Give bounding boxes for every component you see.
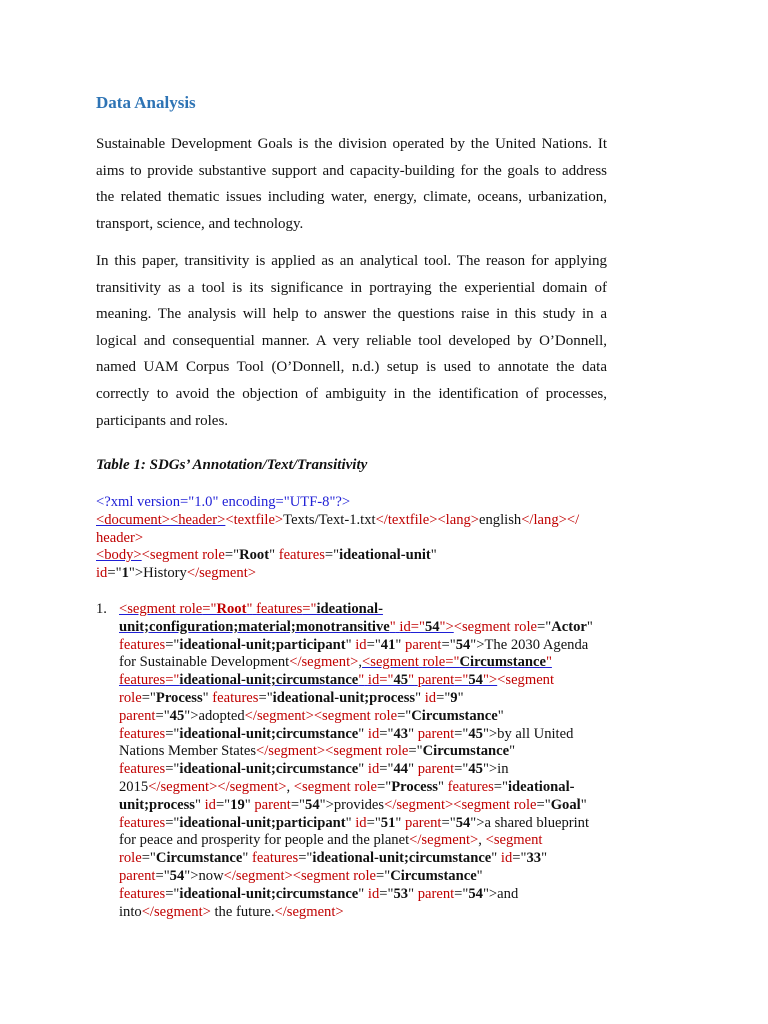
xml-token: =" <box>536 618 552 635</box>
xml-token: 44 <box>393 761 409 778</box>
xml-token: =" <box>536 796 551 813</box>
xml-token: features <box>119 885 166 902</box>
textfile-close-tag: </textfile> <box>375 511 438 528</box>
xml-token: " <box>408 885 415 902</box>
root-text: History <box>143 565 187 582</box>
root-features-value: ideational- <box>316 601 383 617</box>
line-17 <box>119 886 608 904</box>
xml-token: </segment> <box>244 707 314 724</box>
xml-token: =" <box>141 850 156 867</box>
xml-token: "> <box>184 867 199 884</box>
line-6 <box>119 690 608 708</box>
xml-token: 2015 <box>119 778 149 795</box>
xml-token: " <box>389 618 396 635</box>
line-9 <box>119 743 608 761</box>
xml-token: id <box>399 618 411 635</box>
xml-token: =" <box>258 689 273 706</box>
xml-token: <segment <box>453 796 511 813</box>
xml-token: =" <box>202 601 217 617</box>
xml-token: <segment <box>485 832 543 849</box>
xml-header-block <box>96 494 608 583</box>
line-12 <box>119 797 608 815</box>
xml-token: ideational-unit;circumstance <box>312 850 492 867</box>
xml-token: " <box>509 743 516 760</box>
line-5 <box>119 672 608 690</box>
paragraph-intro: Sustainable Development Goals is the division operated by the United Nations. It aims to provide substantive support and capacity-building for the goals to address the related thematic issues including water, energy, climate, oceans, urbanization, transport, science, and technology. <box>96 136 607 232</box>
list-number: 1. <box>96 601 107 617</box>
xml-token: features <box>256 601 303 617</box>
xml-token: " <box>246 601 253 617</box>
xml-token: parent <box>417 725 455 742</box>
xml-token: , <box>358 654 363 671</box>
xml-token: "> <box>184 707 199 724</box>
xml-token: "> <box>319 796 334 813</box>
xml-token: " <box>242 850 249 867</box>
xml-token: features <box>119 814 166 831</box>
header-close-start: </ <box>566 511 580 528</box>
xml-token: for peace and prosperity for people and the planet <box>119 832 410 849</box>
xml-token: =" <box>376 867 391 884</box>
xml-token: " <box>244 796 251 813</box>
xml-token: =" <box>298 850 313 867</box>
xml-line-header-close <box>96 530 608 548</box>
xml-token: " <box>408 725 415 742</box>
xml-token: role <box>385 743 409 760</box>
xml-token: </segment> <box>256 743 326 760</box>
quote: " <box>269 547 276 564</box>
lang-open-tag: <lang> <box>437 511 480 528</box>
xml-token: =" <box>454 725 469 742</box>
xml-token: =" <box>493 778 508 795</box>
xml-token: id <box>500 850 513 867</box>
xml-token: <segment <box>325 743 383 760</box>
xml-token: parent <box>417 885 455 902</box>
xml-token: =" <box>165 672 180 689</box>
xml-token: "> <box>470 814 485 831</box>
xml-token: into <box>119 903 142 920</box>
xml-declaration: <?xml version="1.0" encoding="UTF-8"?> <box>96 494 351 510</box>
xml-token: <segment <box>292 867 350 884</box>
xml-token: <segment <box>313 707 371 724</box>
xml-token: " <box>395 814 402 831</box>
xml-token: 53 <box>393 885 409 902</box>
xml-token: 54 <box>169 867 185 884</box>
root-id-value: 1 <box>121 565 129 582</box>
xml-token: in <box>497 761 509 778</box>
xml-token: " <box>497 707 504 724</box>
segment-close: </segment> <box>186 565 256 582</box>
xml-token: </segment> <box>289 654 359 671</box>
xml-token: =" <box>441 814 456 831</box>
xml-token: "> <box>470 636 485 653</box>
xml-token: " <box>345 814 352 831</box>
xml-token: unit;process <box>119 796 195 813</box>
xml-token: </segment> <box>384 796 454 813</box>
line-15 <box>119 850 608 868</box>
xml-token: =" <box>155 867 170 884</box>
xml-token: =" <box>454 761 469 778</box>
xml-token: </segment> <box>148 778 218 795</box>
xml-token: ideational- <box>508 778 575 795</box>
xml-token: ideational-unit;participant <box>179 636 346 653</box>
xml-token: id <box>355 814 367 831</box>
line-4 <box>119 654 608 672</box>
quote: " <box>430 547 437 564</box>
attr-features: features <box>278 547 325 564</box>
xml-token: 9 <box>450 689 458 706</box>
xml-token: =" <box>377 778 392 795</box>
xml-token: "> <box>482 761 498 778</box>
xml-token: =" <box>379 672 394 689</box>
xml-token: 41 <box>380 636 396 653</box>
xml-token: Nations Member States <box>119 743 256 760</box>
xml-token: <segment <box>362 654 419 671</box>
line-18 <box>119 904 608 922</box>
xml-token: provides <box>333 796 385 813</box>
xml-token: a shared blueprint <box>484 814 590 831</box>
xml-token: 54 <box>455 636 471 653</box>
xml-token: features <box>119 725 166 742</box>
line-7 <box>119 708 608 726</box>
xml-token: "> <box>482 885 498 902</box>
xml-token: =" <box>408 743 423 760</box>
xml-token: =" <box>441 636 456 653</box>
xml-token: " <box>541 850 548 867</box>
xml-token: role <box>514 618 537 635</box>
xml-token <box>119 672 497 688</box>
xml-token: Process <box>391 778 438 795</box>
line-3 <box>119 637 608 655</box>
xml-token: =" <box>215 796 231 813</box>
xml-token: " <box>358 672 365 689</box>
xml-token: =" <box>366 636 381 653</box>
line-14 <box>119 832 608 850</box>
xml-token: Circumstance <box>390 867 477 884</box>
trailing-text: the future. <box>210 903 275 920</box>
xml-token: now <box>198 867 224 884</box>
xml-token: parent <box>254 796 291 813</box>
lang-value: english <box>479 511 522 528</box>
header-close-end: > <box>134 529 144 546</box>
xml-token: =" <box>436 689 451 706</box>
line-16 <box>119 868 608 886</box>
xml-token: "> <box>482 725 498 742</box>
xml-token: role <box>513 796 537 813</box>
xml-token: parent <box>417 672 455 689</box>
xml-token: parent <box>405 814 442 831</box>
xml-token: 54 <box>455 814 471 831</box>
xml-token: =" <box>397 707 412 724</box>
document-tag: <document> <box>96 511 171 528</box>
segment-text: The 2030 Agenda <box>484 636 589 653</box>
xml-token: =" <box>512 850 527 867</box>
root-role-value: Root <box>239 547 270 564</box>
xml-line-document <box>96 512 608 530</box>
xml-token: " <box>194 796 201 813</box>
xml-token: "> <box>482 672 498 689</box>
xml-token: 54 <box>468 672 483 689</box>
xml-token: " <box>408 761 415 778</box>
line-10 <box>119 761 608 779</box>
header-tag: <header> <box>170 511 226 528</box>
segment-role-value: Actor <box>551 618 587 635</box>
line-2 <box>119 619 608 637</box>
xml-token: 33 <box>526 850 542 867</box>
xml-token: parent <box>417 761 455 778</box>
xml-token: =" <box>165 636 180 653</box>
table-caption: Table 1: SDGs’ Annotation/Text/Transitivity <box>96 457 368 473</box>
xml-token: </segment> <box>141 903 211 920</box>
xml-token: =" <box>445 654 460 671</box>
xml-token: features <box>119 636 166 653</box>
xml-line-body <box>96 547 608 565</box>
xml-token: =" <box>290 796 306 813</box>
xml-token: features <box>252 850 299 867</box>
xml-token: ideational-unit;process <box>272 689 416 706</box>
xml-token: Circumstance <box>155 850 243 867</box>
xml-token: ideational-unit;circumstance <box>179 725 359 742</box>
xml-token: features <box>212 689 259 706</box>
xml-token: 54 <box>305 796 320 813</box>
xml-token: =" <box>165 725 180 742</box>
xml-token: =" <box>454 885 469 902</box>
xml-token: </segment> <box>223 867 293 884</box>
xml-token: role <box>119 850 142 867</box>
xml-token: " <box>476 867 483 884</box>
xml-token: </segment> <box>274 903 344 920</box>
xml-token: role <box>119 689 142 706</box>
xml-token: 43 <box>393 725 409 742</box>
xml-token: " <box>202 689 209 706</box>
line-1 <box>119 601 608 619</box>
xml-token: id <box>367 885 380 902</box>
xml-token: id <box>367 761 380 778</box>
xml-token: <segment <box>453 618 511 635</box>
xml-token: Goal <box>550 796 581 813</box>
quote-gt: "> <box>128 565 144 582</box>
xml-token: 45 <box>169 707 185 724</box>
xml-token: role <box>353 867 376 884</box>
root-role-value: Root <box>216 601 247 617</box>
textfile-open-tag: <textfile> <box>225 511 284 528</box>
xml-token: Process <box>155 689 203 706</box>
xml-token: role <box>422 654 446 671</box>
xml-token: <segment <box>293 778 351 795</box>
xml-token: Circumstance <box>411 707 498 724</box>
xml-token: features <box>119 761 166 778</box>
xml-token: features <box>119 672 166 689</box>
root-id-value: 54 <box>424 618 440 635</box>
xml-token: id <box>204 796 216 813</box>
xml-token: 54 <box>468 885 483 902</box>
xml-token: <segment <box>497 672 555 689</box>
xml-token: Circumstance <box>422 743 510 760</box>
xml-token: id <box>355 636 367 653</box>
line-8 <box>119 726 608 744</box>
xml-token: features <box>447 778 494 795</box>
line-13 <box>119 815 608 833</box>
xml-token: " <box>395 636 402 653</box>
xml-token: 45 <box>468 761 483 778</box>
xml-token: parent <box>405 636 442 653</box>
xml-token: </segment> <box>409 832 479 849</box>
xml-token: 19 <box>230 796 245 813</box>
xml-token: " <box>437 778 444 795</box>
xml-token <box>119 619 454 635</box>
xml-token: "> <box>439 618 454 635</box>
xml-token: =" <box>379 761 394 778</box>
xml-token: 45 <box>393 672 409 689</box>
body-tag: <body> <box>96 547 142 564</box>
xml-token: id <box>367 672 380 689</box>
xml-token: " <box>580 796 587 813</box>
xml-token: =" <box>165 761 180 778</box>
xml-token: ideational-unit;circumstance <box>179 761 359 778</box>
xml-token: 45 <box>468 725 483 742</box>
xml-token: parent <box>119 707 156 724</box>
xml-token: " <box>345 636 352 653</box>
xml-token: ideational-unit;circumstance <box>179 885 359 902</box>
xml-token: " <box>358 725 365 742</box>
xml-token: by all United <box>497 725 574 742</box>
eq-quote: =" <box>324 547 340 564</box>
xml-token: id <box>424 689 437 706</box>
xml-token: " <box>408 672 415 689</box>
xml-token: role <box>374 707 398 724</box>
xml-token: adopted <box>198 707 245 724</box>
xml-token: " <box>415 689 422 706</box>
xml-token: =" <box>165 885 180 902</box>
root-features-value-cont: unit;configuration;material;monotransitive <box>119 618 390 635</box>
root-segment-open <box>119 601 383 617</box>
eq-quote: =" <box>107 565 122 582</box>
xml-token: =" <box>379 885 394 902</box>
xml-token: " <box>491 850 498 867</box>
segment-open: <segment <box>141 547 199 564</box>
xml-token: =" <box>454 672 469 689</box>
xml-token: ideational-unit;participant <box>179 814 346 831</box>
xml-token: " <box>545 654 552 671</box>
xml-token: " <box>457 689 464 706</box>
xml-token: parent <box>119 867 156 884</box>
annotation-list <box>96 601 608 921</box>
xml-line-root-id <box>96 565 608 583</box>
section-heading: Data Analysis <box>96 93 196 112</box>
root-features-value: ideational-unit <box>339 547 431 564</box>
paragraph-method: In this paper, transitivity is applied as an analytical tool. The reason for applying transitivity as a tool is its significance in portraying the experiential domain of meaning. The analysis will help to answer the questions raise in this study in a logical and consequential manner. A very reliable tool developed by O’Donnell, named UAM Corpus Tool (O’Donnell, n.d.) setup is used to annotate the data correctly to avoid the objection of ambiguity in the identification of processes, participants and roles. <box>96 253 607 429</box>
xml-token: " <box>586 618 593 635</box>
list-item <box>119 601 608 921</box>
xml-token: ideational-unit;circumstance <box>179 672 359 689</box>
xml-token: =" <box>379 725 394 742</box>
xml-token: role <box>354 778 378 795</box>
line-11 <box>119 779 608 797</box>
xml-token: , <box>478 832 486 849</box>
xml-token: role <box>179 601 203 617</box>
xml-token: =" <box>366 814 381 831</box>
xml-token: 51 <box>380 814 396 831</box>
xml-token: =" <box>141 689 156 706</box>
xml-token: <segment <box>119 601 176 617</box>
attr-id: id <box>96 565 108 582</box>
lang-close-tag: </lang> <box>521 511 567 528</box>
xml-token: Circumstance <box>459 654 546 671</box>
xml-token: </segment> <box>217 778 287 795</box>
textfile-value: Texts/Text-1.txt <box>283 511 376 528</box>
xml-token: " <box>358 761 365 778</box>
xml-token: =" <box>410 618 425 635</box>
xml-token: =" <box>155 707 170 724</box>
eq-quote: =" <box>224 547 240 564</box>
xml-token: and <box>497 885 519 902</box>
attr-role: role <box>202 547 225 564</box>
segment-text: for Sustainable Development <box>119 654 290 671</box>
xml-token: =" <box>302 601 317 617</box>
xml-token: " <box>358 885 365 902</box>
xml-token <box>362 654 552 670</box>
xml-token: =" <box>165 814 180 831</box>
header-close-word: header <box>96 529 135 546</box>
xml-token: id <box>367 725 380 742</box>
xml-token: , <box>286 778 294 795</box>
